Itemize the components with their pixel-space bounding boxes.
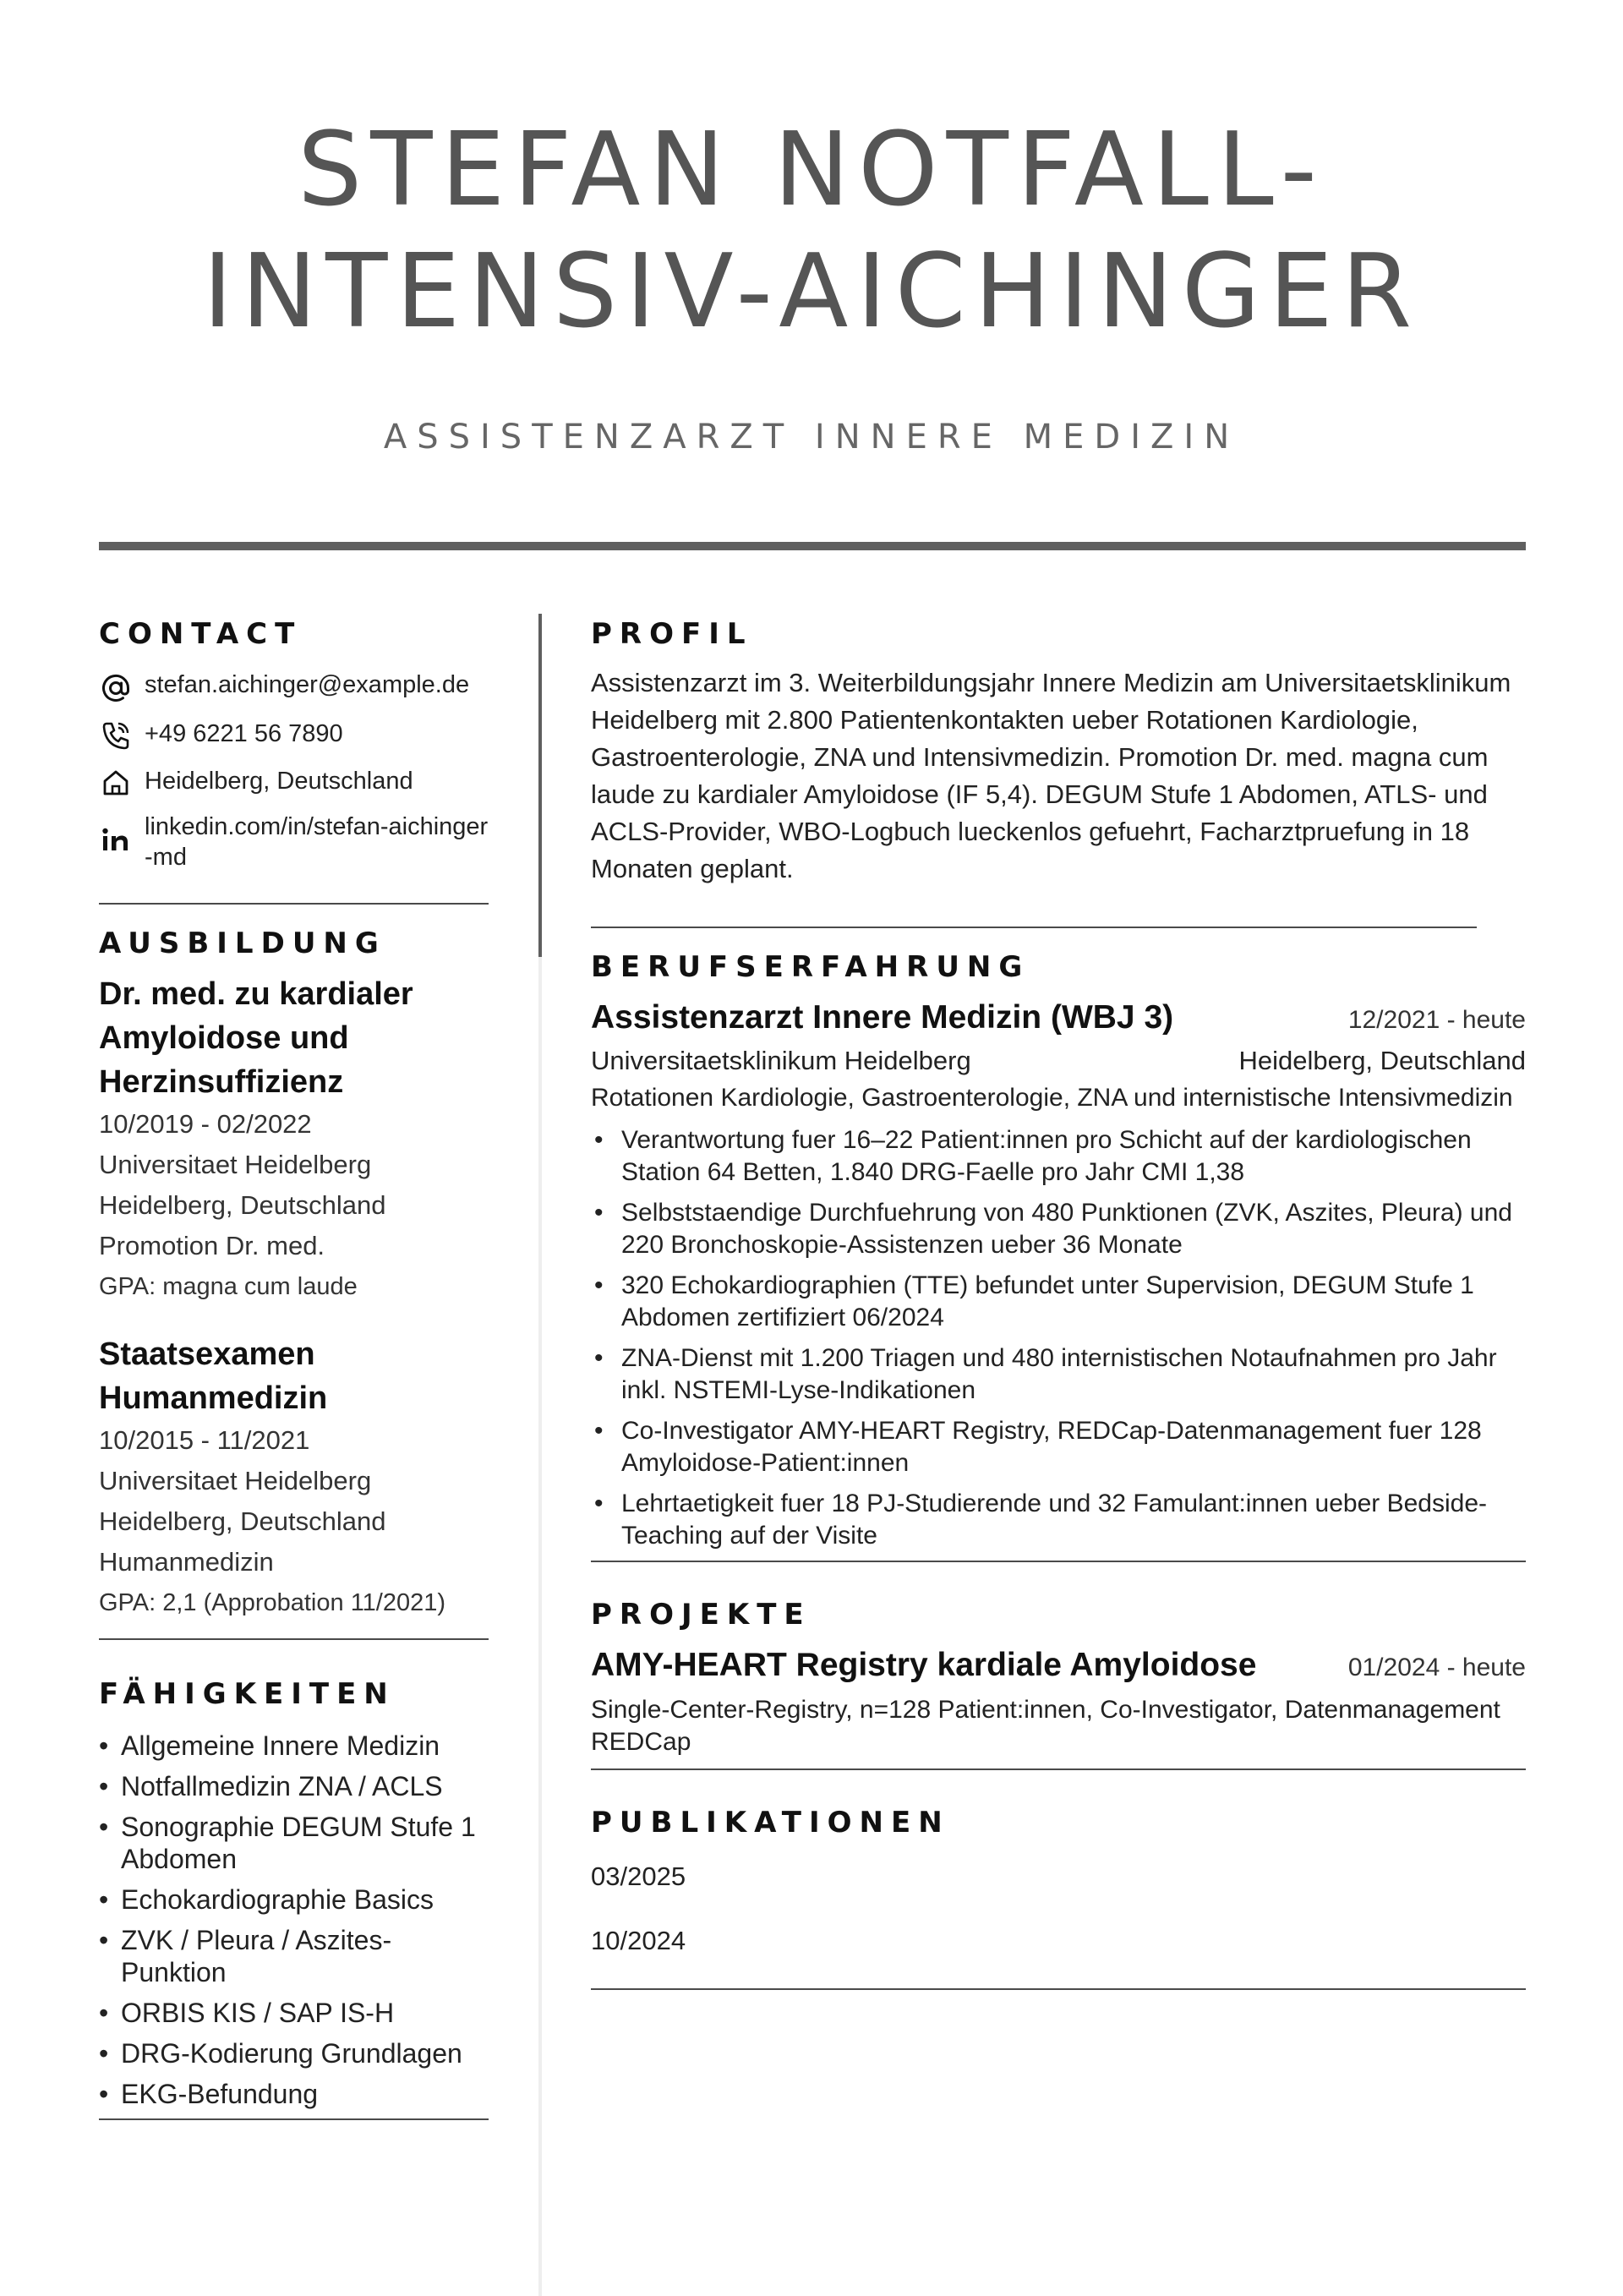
education-dates: 10/2015 - 11/2021 xyxy=(99,1425,310,1455)
project-title: AMY-HEART Registry kardiale Amyloidose xyxy=(591,1647,1257,1683)
education-section xyxy=(99,923,489,1640)
education-field: Humanmedizin xyxy=(99,1547,274,1577)
experience-section xyxy=(591,947,1526,1562)
main-column xyxy=(591,614,1526,1990)
phone-icon xyxy=(99,719,133,752)
contact-linkedin xyxy=(99,812,489,872)
skills-title: FÄHIGKEITEN xyxy=(99,1677,396,1711)
contact-location xyxy=(99,764,489,800)
degree-title: Dr. med. zu kardialer Amyloidose und Herzinsuffizienz xyxy=(99,976,413,1100)
contact-section xyxy=(99,614,489,905)
email-link[interactable]: stefan.aichinger@example.de xyxy=(145,671,470,698)
location-text: Heidelberg, Deutschland xyxy=(145,768,413,795)
job-bullet: • Co-Investigator AMY-HEART Registry, REDCap-Datenmanagement fuer 128 Amyloidose-Patient:innen xyxy=(591,1415,1526,1479)
header-divider xyxy=(99,542,1526,550)
skill-item: • Sonographie DEGUM Stufe 1 Abdomen xyxy=(99,1811,489,1875)
job-bullet: • 320 Echokardiographien (TTE) befundet unter Supervision, DEGUM Stufe 1 Abdomen zertifiziert 06/2024 xyxy=(591,1270,1526,1334)
education-location: Heidelberg, Deutschland xyxy=(99,1190,386,1220)
experience-title: BERUFSERFAHRUNG xyxy=(591,950,1030,984)
phone-number[interactable]: +49 6221 56 7890 xyxy=(145,720,343,747)
at-icon xyxy=(99,671,133,705)
education-gpa: GPA: magna cum laude xyxy=(99,1273,358,1300)
sidebar-rule xyxy=(99,2118,489,2120)
sidebar-rule xyxy=(99,903,489,905)
home-icon xyxy=(99,766,133,800)
linkedin-link[interactable]: linkedin.com/in/stefan-aichinger-md xyxy=(145,813,489,871)
linkedin-icon xyxy=(99,823,133,857)
publications-title: PUBLIKATIONEN xyxy=(591,1806,950,1840)
education-gpa: GPA: 2,1 (Approbation 11/2021) xyxy=(99,1589,446,1616)
name-line-1: STEFAN NOTFALL- xyxy=(298,112,1325,229)
skill-item: • ORBIS KIS / SAP IS-H xyxy=(99,1997,489,2029)
main-rule xyxy=(591,1561,1526,1562)
profile-title: PROFIL xyxy=(591,617,753,651)
job-bullets xyxy=(591,1124,1526,1552)
profile-text: Assistenzarzt im 3. Weiterbildungsjahr Innere Medizin am Universitaetsklinikum Heidelberg mit 2.800 Patientenkontakten ueber Rotationen Kardiologie, Gastroenterologie, ZNA und Intensivmedizin. Promotion Dr. med. magna cum laude zu kardialer Amyloidose (IF 5,4). DEGUM Stufe 1 Abdomen, ATLS- und ACLS-Provider, WBO-Logbuch lueckenlos gefuehrt, Facharztpruefung in 18 Monaten geplant. xyxy=(591,668,1511,883)
education-dates: 10/2019 - 02/2022 xyxy=(99,1109,312,1139)
skill-item: • DRG-Kodierung Grundlagen xyxy=(99,2037,489,2069)
publication-date: 03/2025 xyxy=(591,1861,686,1891)
project-header xyxy=(591,1643,1526,1687)
education-title: AUSBILDUNG xyxy=(99,927,386,960)
education-institution: Universitaet Heidelberg xyxy=(99,1150,372,1179)
skills-section xyxy=(99,1674,489,2120)
candidate-name xyxy=(0,110,1623,353)
education-entry xyxy=(99,972,489,1307)
skill-item: • Echokardiographie Basics xyxy=(99,1883,489,1916)
publications-section xyxy=(591,1802,1526,1990)
job-bullet: • Verantwortung fuer 16–22 Patient:innen pro Schicht auf der kardiologischen Station 64 Betten, 1.840 DRG-Faelle pro Jahr CMI 1,38 xyxy=(591,1124,1526,1189)
name-line-2: INTENSIV-AICHINGER xyxy=(202,233,1421,351)
main-rule xyxy=(591,1768,1526,1770)
experience-entry xyxy=(591,996,1526,1552)
skill-item: • EKG-Befundung xyxy=(99,2078,489,2110)
education-institution: Universitaet Heidelberg xyxy=(99,1466,372,1495)
sidebar-rule xyxy=(99,1638,489,1640)
contact-title: CONTACT xyxy=(99,617,303,651)
degree-title: Staatsexamen Humanmedizin xyxy=(99,1337,328,1416)
column-divider xyxy=(538,614,542,957)
project-entry xyxy=(591,1643,1526,1758)
skill-item: • Notfallmedizin ZNA / ACLS xyxy=(99,1770,489,1802)
job-bullet: • Lehrtaetigkeit fuer 18 PJ-Studierende und 32 Famulant:innen ueber Bedside-Teaching auf der Visite xyxy=(591,1488,1526,1552)
job-header xyxy=(591,996,1526,1040)
job-title: Assistenzarzt Innere Medizin (WBJ 3) xyxy=(591,999,1174,1036)
skill-item: • Allgemeine Innere Medizin xyxy=(99,1730,489,1762)
publication-date: 10/2024 xyxy=(591,1926,686,1955)
project-description: Single-Center-Registry, n=128 Patient:innen, Co-Investigator, Datenmanagement REDCap xyxy=(591,1696,1500,1756)
contact-phone xyxy=(99,717,489,752)
skills-list xyxy=(99,1730,489,2110)
projects-title: PROJEKTE xyxy=(591,1598,812,1632)
sidebar xyxy=(99,614,489,2120)
education-entry xyxy=(99,1332,489,1623)
job-bullet: • ZNA-Dienst mit 1.200 Triagen und 480 internistischen Notaufnahmen pro Jahr inkl. NSTEMI-Lyse-Indikationen xyxy=(591,1342,1526,1407)
column-divider-light xyxy=(538,957,542,2296)
main-rule xyxy=(591,1988,1526,1990)
profile-section xyxy=(591,614,1526,928)
contact-email xyxy=(99,670,489,705)
job-dates: 12/2021 - heute xyxy=(1347,1006,1526,1034)
project-dates: 01/2024 - heute xyxy=(1347,1654,1526,1681)
job-headline: ASSISTENZARZT INNERE MEDIZIN xyxy=(383,418,1240,456)
job-employer: Universitaetsklinikum Heidelberg xyxy=(591,1046,971,1075)
education-field: Promotion Dr. med. xyxy=(99,1231,325,1260)
job-bullet: • Selbststaendige Durchfuehrung von 480 Punktionen (ZVK, Aszites, Pleura) und 220 Bronchoskopie-Assistenzen ueber 36 Monate xyxy=(591,1197,1526,1261)
job-location: Heidelberg, Deutschland xyxy=(1238,1046,1526,1075)
projects-section xyxy=(591,1594,1526,1770)
job-subheader xyxy=(591,1040,1526,1082)
main-rule xyxy=(591,927,1477,928)
skill-item: • ZVK / Pleura / Aszites-Punktion xyxy=(99,1924,489,1988)
education-location: Heidelberg, Deutschland xyxy=(99,1506,386,1536)
job-description: Rotationen Kardiologie, Gastroenterologie, ZNA und internistische Intensivmedizin xyxy=(591,1084,1513,1112)
